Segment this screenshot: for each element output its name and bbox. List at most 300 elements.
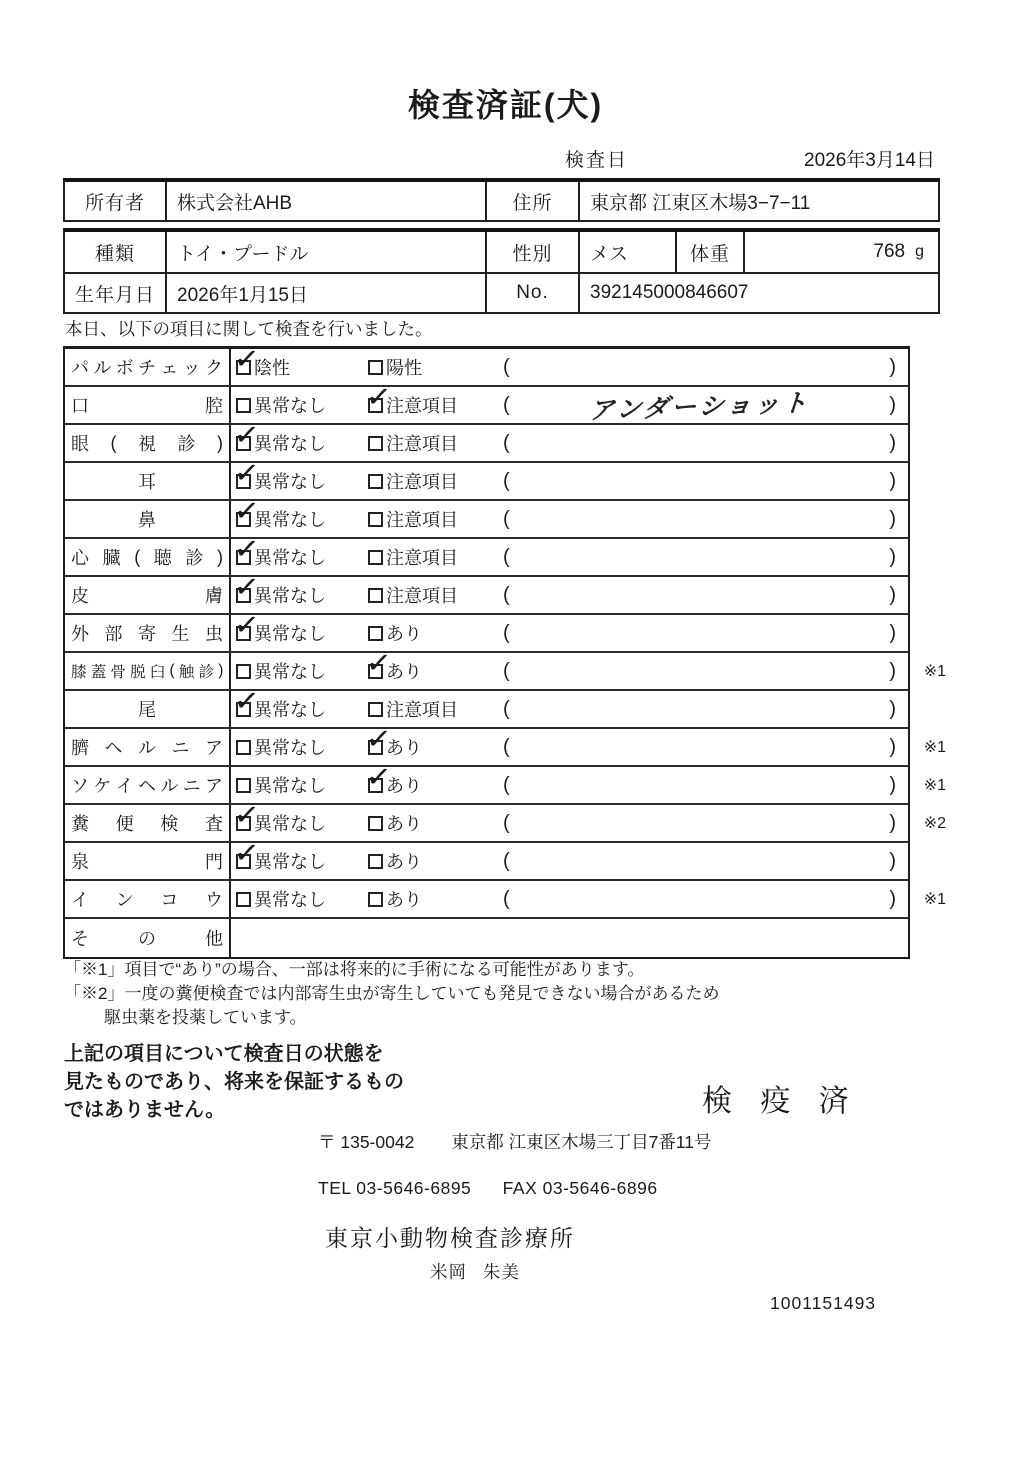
paren-close-icon: ) [889,583,896,606]
label-char: ニ [182,776,201,796]
checkbox-option [232,531,368,570]
option-label: 注意項目 [386,700,458,720]
label-char: 寄 [138,624,156,644]
checkbox [232,835,261,871]
paren-open-icon: ( [503,545,510,568]
paren-close-icon: ) [889,545,896,568]
sex-value: メス [578,232,675,272]
check-row [65,531,908,577]
paren-field [503,546,908,569]
birthdate-label: 生年月日 [74,284,155,306]
label-char: ル [160,776,179,796]
check-row-body [231,721,908,765]
paren-close-icon: ) [889,811,896,834]
paren-close-icon: ) [889,697,896,720]
check-item-label [65,539,231,575]
paren-field [503,774,908,797]
label-char: 膝 [71,664,87,681]
checkmark-icon: ✓ [232,607,261,643]
label-char: ル [138,738,156,758]
check-row-body [231,759,908,803]
checkbox-option [368,696,503,722]
label-char: パ [71,358,89,378]
paren-open-icon: ( [503,355,510,378]
check-row [65,797,946,843]
label-char: 糞 [71,814,89,834]
pet-info-table [63,228,940,314]
label-char: ン [115,890,134,910]
paren-field [503,470,908,493]
check-row [65,759,946,805]
checkbox [232,341,261,377]
paren-open-icon: ( [503,583,510,606]
checkbox [364,379,393,415]
check-item-label [65,577,231,613]
inspection-date-label: 検査日 [565,150,629,171]
checkbox [368,474,383,489]
label-char: 臼 [149,664,165,681]
check-item-label: 尾 [65,691,231,727]
paren-field [503,698,908,721]
check-item-label [65,767,231,803]
option-label: 異常なし [254,662,326,682]
check-row [65,881,946,919]
remark-marker: ※1 [923,663,946,680]
option-label: 注意項目 [386,586,458,606]
checkbox [232,531,261,567]
option-label: 注意項目 [386,396,458,416]
checkmark-icon: ✓ [364,645,393,681]
check-row [65,455,908,501]
sex-label: 性別 [485,232,578,272]
label-char: ( [134,546,141,567]
check-row-body [231,417,908,461]
address-value: 東京都 江東区木場3−7−11 [578,182,938,220]
label-char: ) [218,662,223,679]
label-char: 虫 [205,624,223,644]
paren-field [503,387,908,423]
checkbox-option [368,354,503,380]
checkbox [364,759,393,795]
check-item-label: 耳 [65,463,231,499]
check-row [65,607,908,653]
option-label: 異常なし [254,548,326,568]
option-label: 陰性 [254,358,290,378]
label-char: ソ [71,776,89,796]
check-row [65,417,908,463]
paren-close-icon: ) [889,355,896,378]
no-label: No. [485,274,578,312]
checkbox [232,797,261,833]
check-row [65,645,946,691]
option-label: 異常なし [254,814,326,834]
checkbox-option [232,493,368,532]
checkbox-option [232,607,368,646]
check-row [65,341,908,387]
checkbox-option [232,797,368,836]
remark-marker: ※1 [923,777,946,794]
check-row-body [231,455,908,499]
check-row [65,493,908,539]
breed-row [65,232,938,272]
checkbox [368,512,383,527]
checkbox [232,455,261,491]
paren-field [503,584,908,607]
disclaimer-text [64,1040,404,1124]
label-char: 検 [160,814,179,834]
intro-text: 本日、以下の項目に関して検査を行いました。 [65,319,433,339]
option-label: 異常なし [254,472,326,492]
checkbox-option [232,569,368,608]
checkbox [368,550,383,565]
disclaimer-line-1: 上記の項目について検査日の状態を [64,1043,384,1065]
label-char: 臍 [71,738,89,758]
weight-value [743,232,938,272]
checkbox [236,778,251,793]
check-row-body [231,531,908,575]
label-char: ア [205,738,223,758]
label-char: チ [137,358,156,378]
label-char: そ [71,929,89,949]
remark-marker: ※2 [923,815,946,832]
check-item-label [65,653,231,689]
paren-open-icon: ( [503,811,510,834]
label-char: ヘ [104,738,123,758]
label-char: 心 [71,548,89,568]
check-item-label [65,387,231,423]
weight-unit: g [915,243,924,260]
option-label: あり [386,738,422,758]
check-row-body [231,341,908,385]
paren-field [503,812,908,835]
check-item-label [65,425,231,461]
paren-close-icon: ) [889,431,896,454]
label-char: 視 [138,434,156,454]
option-label: あり [386,890,422,910]
checkbox-option [364,645,503,684]
disclaimer-line-2: 見たものであり、将来を保証するもの [64,1071,404,1093]
option-label: あり [386,662,422,682]
label-char: 診 [185,548,204,568]
checkbox [368,816,383,831]
label-char: 生 [171,624,190,644]
label-char: 腔 [205,396,223,416]
document-title: 検査済証(犬) [407,87,604,123]
check-row-body [231,493,908,537]
label-char: 蓋 [90,664,106,681]
label-char: 他 [205,929,223,949]
label-char: ( [169,662,175,679]
clinic-name: 東京小動物検査診療所 [325,1225,575,1251]
check-row-body [231,607,908,651]
clinic-address: 東京都 江東区木場三丁目7番11号 [451,1132,712,1152]
label-char: 骨 [110,664,126,681]
paren-field [503,356,908,379]
option-label: 異常なし [254,700,326,720]
checkbox [368,854,383,869]
remark-marker: ※1 [923,891,946,908]
label-char: 診 [198,664,214,681]
fax-value: FAX 03-5646-6896 [502,1178,658,1198]
paren-close-icon: ) [889,887,896,910]
check-item-label [65,805,231,841]
checkbox-option [236,734,368,760]
breed-label: 種類 [94,243,135,265]
check-item-label [65,615,231,651]
option-label: 異常なし [254,624,326,644]
checkmark-icon: ✓ [232,797,261,833]
option-label: 陽性 [386,358,422,378]
check-row [65,721,946,767]
label-char: 外 [71,624,89,644]
checkbox-option [232,417,368,456]
option-label: 異常なし [254,890,326,910]
option-label: 注意項目 [386,434,458,454]
label-char: 皮 [71,586,89,606]
paren-close-icon: ) [889,507,896,530]
quarantine-stamp: 検 疫 済 [702,1085,859,1118]
option-label: 異常なし [254,396,326,416]
owner-label: 所有者 [84,192,145,214]
option-label: 異常なし [254,738,326,758]
paren-field [503,432,908,455]
option-label: あり [386,624,422,644]
check-row [65,919,908,957]
birthdate-row [65,272,938,312]
handwritten-note: アンダーショット [587,389,811,425]
postal-code: 〒 135-0042 [318,1132,415,1152]
checkbox [364,721,393,757]
paren-close-icon: ) [889,735,896,758]
checkbox [368,702,383,717]
disclaimer-line-3: ではありません。 [64,1099,226,1121]
paren-open-icon: ( [503,507,510,530]
paren-field [503,622,908,645]
paren-close-icon: ) [889,659,896,682]
footnote-1: 「※1」項目で“あり”の場合、一部は将来的に手術になる可能性があります。 [64,960,645,979]
label-char: ル [93,358,112,378]
checkbox-option [232,683,368,722]
checkbox [236,740,251,755]
label-char: ( [110,432,117,453]
label-char: ヘ [137,776,156,796]
paren-field [503,736,908,759]
checkbox-option [368,810,503,836]
checkbox-option [236,658,368,684]
paren-open-icon: ( [503,887,510,910]
checkbox [232,607,261,643]
label-char: ク [204,358,223,378]
option-label: 異常なし [254,510,326,530]
label-char: 臓 [102,548,121,568]
label-char: ) [216,546,223,567]
label-char: ッ [182,358,201,378]
paren-close-icon: ) [889,621,896,644]
check-row [65,835,908,881]
checkbox-option [368,468,503,494]
checkbox-option [364,379,503,418]
weight-number: 768 [873,241,906,262]
label-char: 膚 [205,586,223,606]
checkbox-option [232,835,368,874]
serial-number: 1001151493 [770,1293,877,1313]
remark-marker: ※1 [923,739,946,756]
checkmark-icon: ✓ [232,835,261,871]
label-char: ボ [115,358,134,378]
check-row [65,379,908,425]
checkmark-icon: ✓ [364,759,393,795]
label-char: 便 [115,814,134,834]
checkbox-option [368,506,503,532]
label-char: コ [160,890,179,910]
no-value: 392145000846607 [578,274,938,312]
option-label: 注意項目 [386,472,458,492]
label-char: ウ [204,890,223,910]
paren-open-icon: ( [503,849,510,872]
option-label: 注意項目 [386,510,458,530]
checkbox-option [368,582,503,608]
option-label: 異常なし [254,434,326,454]
paren-open-icon: ( [503,621,510,644]
checkmark-icon: ✓ [232,417,261,453]
checkbox [368,436,383,451]
checkmark-icon: ✓ [364,379,393,415]
checkbox-option [236,772,368,798]
checkbox-option [236,886,368,912]
check-item-label [65,881,231,917]
paren-open-icon: ( [503,393,510,416]
checkbox [368,360,383,375]
label-char: ) [217,432,223,453]
option-label: 異常なし [254,586,326,606]
checkbox [368,626,383,641]
checkbox-option [368,430,503,456]
option-label: 異常なし [254,852,326,872]
paren-open-icon: ( [503,773,510,796]
paren-field [503,850,908,873]
paren-close-icon: ) [889,469,896,492]
check-row-body [231,569,908,613]
label-char: 脱 [130,664,146,681]
check-row-body [231,683,908,727]
check-row [65,683,908,729]
paren-close-icon: ) [889,393,896,416]
tel-fax-line [318,1178,658,1199]
label-char: イ [115,776,134,796]
checkbox [232,683,261,719]
checkmark-icon: ✓ [232,493,261,529]
checkbox-option [364,759,503,798]
checkbox-option [364,721,503,760]
clinic-address-line [318,1129,711,1154]
checkbox [368,588,383,603]
paren-open-icon: ( [503,697,510,720]
checkbox-option [368,886,503,912]
checkbox-option [368,848,503,874]
option-label: あり [386,776,422,796]
checkbox [236,398,251,413]
footnotes [64,958,719,1030]
check-row-body [231,835,908,879]
checkmark-icon: ✓ [232,341,261,377]
checkbox [236,892,251,907]
checkbox-option [232,455,368,494]
label-char: 眼 [71,434,89,454]
label-char: 触 [178,664,194,681]
paren-field [503,660,908,683]
label-char: イ [71,890,89,910]
label-char: 泉 [71,852,89,872]
checkmark-icon: ✓ [232,683,261,719]
option-label: あり [386,852,422,872]
check-row-body [231,379,908,425]
paren-close-icon: ) [889,773,896,796]
label-char: 部 [104,624,123,644]
check-row-body [231,797,908,841]
label-char: 聴 [153,548,172,568]
address-label: 住所 [485,182,578,220]
checkmark-icon: ✓ [232,569,261,605]
checkbox-option [236,392,368,418]
check-row-body [231,881,908,917]
check-item-label: 鼻 [65,501,231,537]
check-table [63,341,946,959]
breed-value: トイ・プードル [165,232,485,272]
paren-open-icon: ( [503,735,510,758]
checkmark-icon: ✓ [232,455,261,491]
checkbox [232,493,261,529]
checkbox-option [368,620,503,646]
paren-open-icon: ( [503,469,510,492]
veterinarian-name: 米岡 朱美 [430,1262,520,1282]
checkmark-icon: ✓ [364,721,393,757]
check-row-body [231,645,908,689]
birthdate-value: 2026年1月15日 [165,274,485,312]
checkbox [232,417,261,453]
checkbox-option [232,341,368,380]
check-item-label [65,349,231,385]
check-row [65,569,908,615]
label-char: の [138,929,156,949]
check-row-body [231,919,908,957]
tel-value: TEL 03-5646-6895 [318,1178,472,1198]
paren-close-icon: ) [889,849,896,872]
checkbox [364,645,393,681]
paren-field [503,508,908,531]
weight-label: 体重 [675,232,743,272]
checkbox [368,892,383,907]
paren-open-icon: ( [503,431,510,454]
label-char: 診 [177,434,196,454]
checkbox [232,569,261,605]
label-char: ア [204,776,223,796]
check-item-label [65,729,231,765]
owner-row [65,182,938,220]
footnote-2: 「※2」一度の糞便検査では内部寄生虫が寄生していても発見できない場合があるため [64,984,720,1003]
label-char: 査 [204,814,223,834]
owner-value: 株式会社AHB [165,182,485,220]
checkbox-option [368,544,503,570]
footnote-3: 駆虫薬を投薬しています。 [104,1008,307,1027]
paren-open-icon: ( [503,659,510,682]
label-char: ェ [160,358,179,378]
checkmark-icon: ✓ [232,531,261,567]
label-char: ニ [171,738,190,758]
owner-table [63,178,940,222]
label-char: 口 [71,396,89,416]
check-item-label [65,843,231,879]
inspection-date-value: 2026年3月14日 [804,150,935,171]
